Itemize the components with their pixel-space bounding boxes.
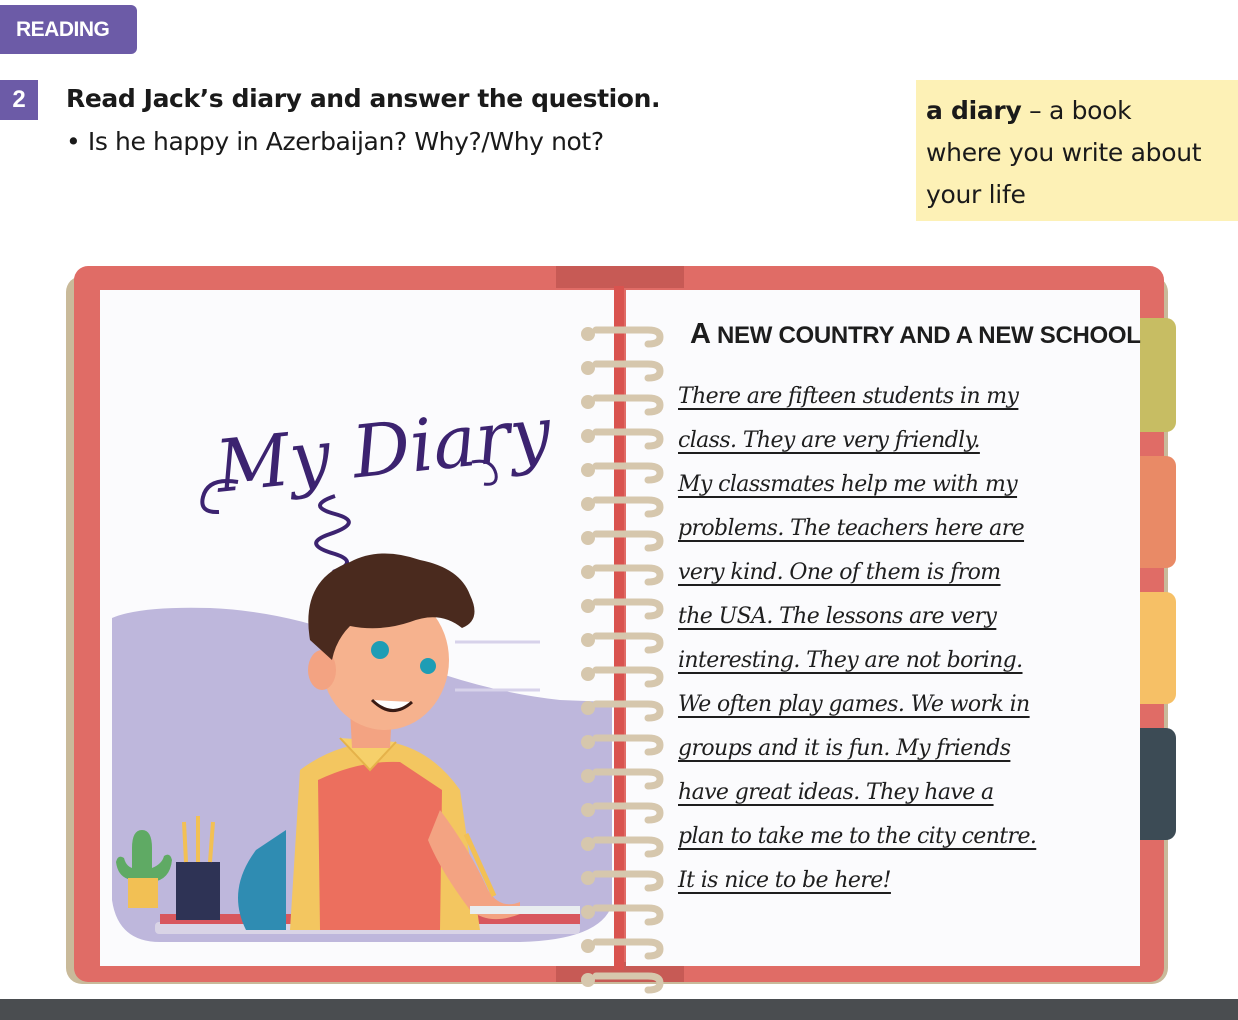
cactus-pot <box>128 878 158 908</box>
spiral-hole <box>581 905 595 919</box>
spiral-hole <box>581 395 595 409</box>
boy-vest <box>318 762 442 930</box>
diary-entry-title <box>690 318 1141 351</box>
diary-title-initial: A <box>690 318 711 350</box>
my-diary-logo: My Diary <box>211 390 555 509</box>
pencil-cup <box>176 862 220 920</box>
exercise-question: • Is he happy in Azerbaijan? Why?/Why not? <box>66 127 604 156</box>
spiral-hole <box>581 599 595 613</box>
glossary-separator: – <box>1021 96 1049 125</box>
spiral-hole <box>581 463 595 477</box>
spiral-hole <box>581 735 595 749</box>
exercise-number: 2 <box>12 86 26 113</box>
spiral-hole <box>581 497 595 511</box>
glossary-line-1 <box>926 90 1228 132</box>
spiral-hole <box>581 701 595 715</box>
spiral-hole <box>581 803 595 817</box>
spiral-hole <box>581 565 595 579</box>
section-label-text: READING <box>16 18 110 41</box>
spiral-hole <box>581 939 595 953</box>
diary-line: problems. The teachers here are <box>678 516 1025 541</box>
notebook-center-line <box>614 286 624 970</box>
diary-line: plan to take me to the city centre. <box>678 824 1037 849</box>
diary-line: We often play games. We work in <box>678 692 1030 717</box>
diary-line: There are fifteen students in my <box>678 384 1019 409</box>
exercise-instruction: Read Jack’s diary and answer the question. <box>66 84 661 113</box>
spiral-hole <box>581 769 595 783</box>
boy-eye-right <box>420 658 436 674</box>
spiral-hole <box>581 973 595 987</box>
glossary-box <box>916 80 1238 221</box>
glossary-line-3: your life <box>926 180 1026 209</box>
notebook-on-desk <box>470 906 580 914</box>
glossary-term: a diary <box>926 96 1022 125</box>
spiral-hole <box>581 837 595 851</box>
diary-line: My classmates help me with my <box>678 472 1018 497</box>
glossary-line-2: where you write about <box>926 138 1202 167</box>
spiral-hole <box>581 361 595 375</box>
section-label-badge <box>0 5 137 54</box>
diary-line: class. They are very friendly. <box>678 428 980 453</box>
boy-eye-left <box>371 641 389 659</box>
notebook-spine-top <box>556 266 684 288</box>
diary-title-rest: NEW COUNTRY AND A NEW SCHOOL <box>710 322 1141 349</box>
glossary-definition-start: a book <box>1048 96 1132 125</box>
diary-line: very kind. One of them is from <box>678 560 1001 585</box>
diary-entry-text <box>678 380 1123 908</box>
exercise-number-badge <box>0 80 38 120</box>
spiral-hole <box>581 871 595 885</box>
diary-line: It is nice to be here! <box>678 868 891 893</box>
spiral-hole <box>581 633 595 647</box>
spiral-hole <box>581 531 595 545</box>
diary-line: have great ideas. They have a <box>678 780 994 805</box>
spiral-hole <box>581 327 595 341</box>
footer-bar <box>0 999 1238 1020</box>
diary-line: groups and it is fun. My friends <box>678 736 1011 761</box>
spiral-hole <box>581 429 595 443</box>
diary-line: interesting. They are not boring. <box>678 648 1023 673</box>
diary-line: the USA. The lessons are very <box>678 604 997 629</box>
spiral-hole <box>581 667 595 681</box>
